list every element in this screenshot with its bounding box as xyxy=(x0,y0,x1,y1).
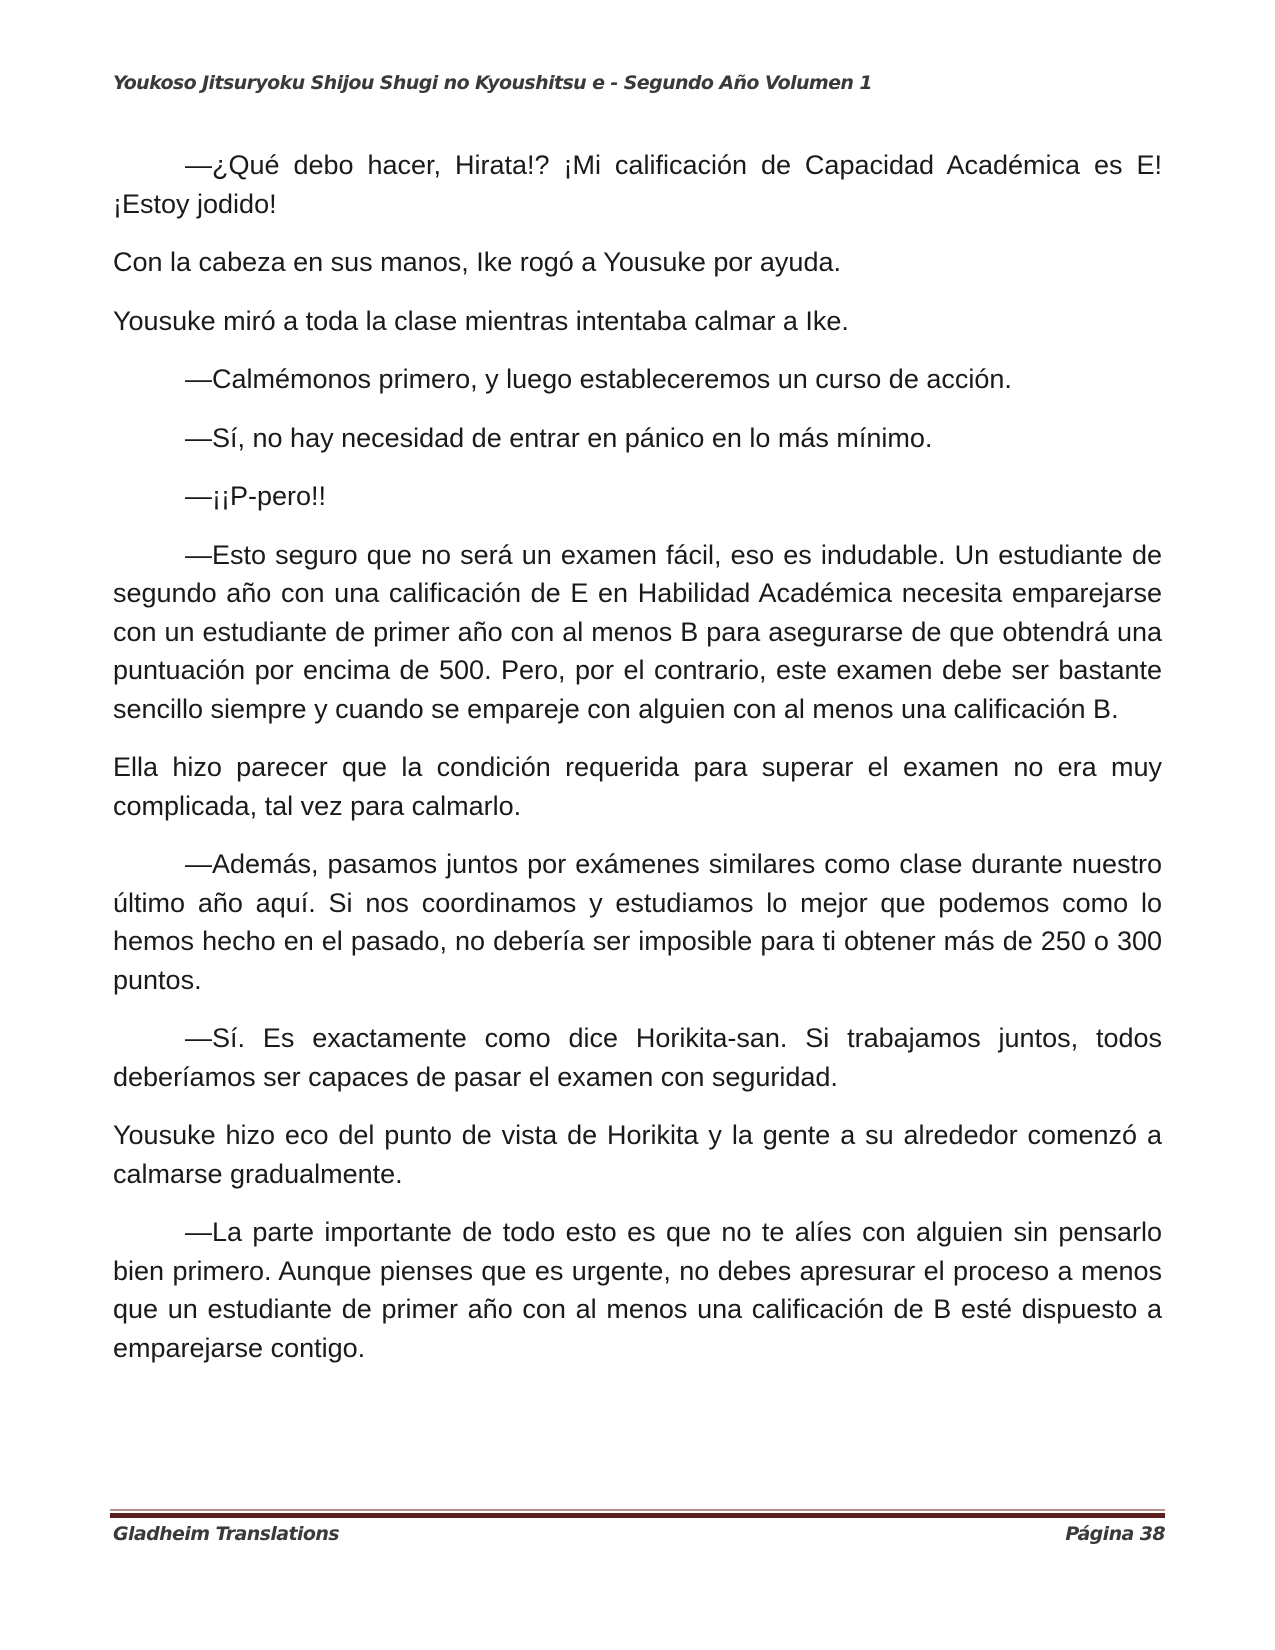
paragraph-narration: Con la cabeza en sus manos, Ike rogó a Yousuke por ayuda. xyxy=(113,247,841,277)
paragraph-dialog: —Calmémonos primero, y luego estableceremos un curso de acción. xyxy=(185,364,1012,394)
footer-translator-credit: Gladheim Translations xyxy=(113,1523,339,1545)
paragraph-dialog: —La parte importante de todo esto es que no te alíes con alguien sin pensarlo bien primero. Aunque pienses que es urgente, no debes apresurar el proceso a menos que un estudiante de primer año con al menos una calificación de B esté dispuesto a emparejarse contigo. xyxy=(113,1217,1162,1363)
paragraph-dialog: —Sí, no hay necesidad de entrar en pánico en lo más mínimo. xyxy=(185,422,933,453)
paragraph-dialog: —Sí. Es exactamente como dice Horikita-san. Si trabajamos juntos, todos deberíamos ser capaces de pasar el examen con seguridad. xyxy=(113,1023,1162,1092)
paragraph-dialog: —Esto seguro que no será un examen fácil, eso es indudable. Un estudiante de segundo año con una calificación de E en Habilidad Académica necesita emparejarse con un estudiante de primer año con al menos B para asegurarse de que obtendrá una puntuación por encima de 500. Pero, por el contrario, este examen debe ser bastante sencillo siempre y cuando se empareje con alguien con al menos una calificación B. xyxy=(113,539,1162,724)
footer-page-number: Página 38 xyxy=(1065,1523,1165,1545)
paragraph-narration: Yousuke hizo eco del punto de vista de Horikita y la gente a su alrededor comenzó a calmarse gradualmente. xyxy=(113,1120,1162,1189)
paragraph-narration: Ella hizo parecer que la condición requerida para superar el examen no era muy complicada, tal vez para calmarlo. xyxy=(113,752,1162,821)
paragraph-dialog: —¡¡P-pero!! xyxy=(185,481,327,511)
paragraph-narration: Yousuke miró a toda la clase mientras intentaba calmar a Ike. xyxy=(113,305,849,336)
paragraph-dialog: —¿Qué debo hacer, Hirata!? ¡Mi calificación de Capacidad Académica es E! ¡Estoy jodido! xyxy=(113,150,1162,219)
paragraph-dialog: —Además, pasamos juntos por exámenes similares como clase durante nuestro último año aquí. Si nos coordinamos y estudiamos lo mejor que podemos como lo hemos hecho en el pasado, no debería ser imposible para ti obtener más de 250 o 300 puntos. xyxy=(113,849,1162,995)
footer-divider xyxy=(110,1509,1165,1518)
page-header-title: Youkoso Jitsuryoku Shijou Shugi no Kyoushitsu e - Segundo Año Volumen 1 xyxy=(113,72,872,94)
page-body xyxy=(113,146,1162,1387)
